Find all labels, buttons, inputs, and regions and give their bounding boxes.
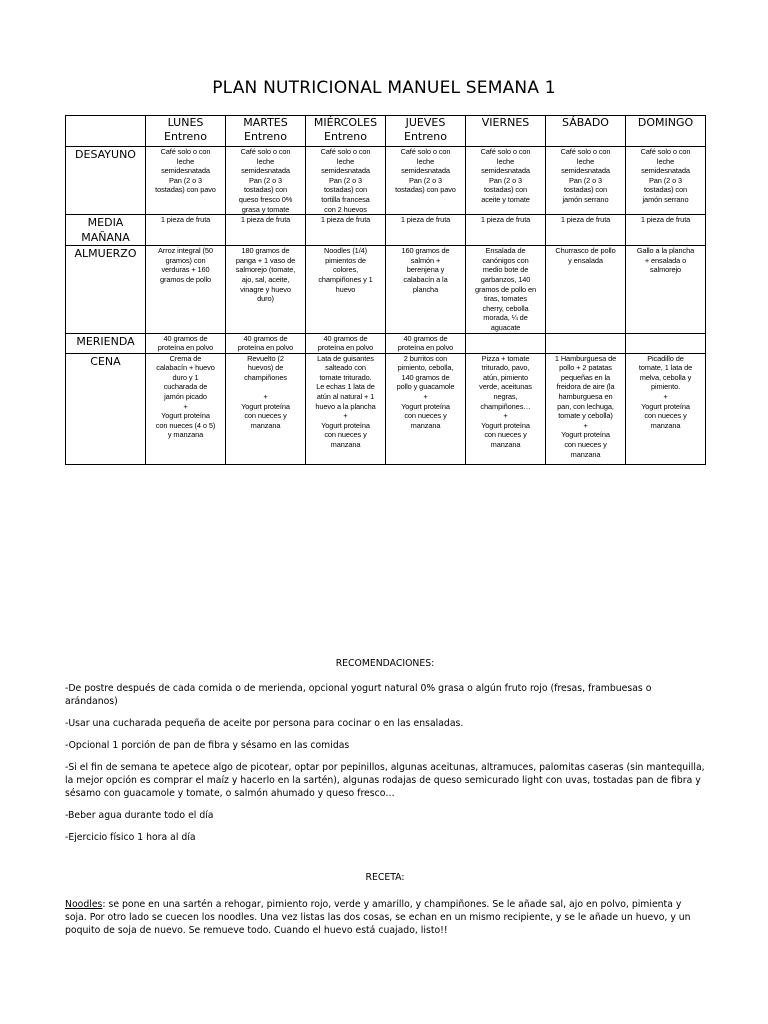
day-header: MIÉRCOLES Entreno [306, 116, 386, 147]
meal-cell: Café solo o con leche semidesnatada Pan (2 o 3 tostadas) con pavo [146, 147, 226, 215]
recipe-paragraph [65, 898, 705, 937]
meal-cell: Picadillo de tomate, 1 lata de melva, cebolla y pimiento. + Yogurt proteína con nueces y manzana [626, 353, 706, 464]
day-header: SÁBADO [546, 116, 626, 147]
day-header: LUNES Entreno [146, 116, 226, 147]
meal-cell: 160 gramos de salmón + berenjena y calabacín a la plancha [386, 246, 466, 333]
recommendation-item: -Ejercicio físico 1 hora al día [65, 832, 196, 843]
recipe-heading: RECETA: [365, 872, 405, 883]
meal-label: MERIENDA [66, 333, 146, 353]
meal-label: DESAYUNO [66, 147, 146, 215]
meal-label: ALMUERZO [66, 246, 146, 333]
corner-cell [66, 116, 146, 147]
meal-cell [626, 333, 706, 353]
meal-cell: Pizza + tomate triturado, pavo, atún, pimiento verde, aceitunas negras, champiñones… + Yogurt proteína con nueces y manzana [466, 353, 546, 464]
meal-cell: 1 pieza de fruta [546, 215, 626, 246]
meal-cell: Lata de guisantes salteado con tomate triturado. Le echas 1 lata de atún al natural + 1 huevo a la plancha + Yogurt proteína con nueces y manzana [306, 353, 386, 464]
recommendations-section [65, 657, 705, 946]
recommendation-item: -Beber agua durante todo el día [65, 810, 214, 821]
meal-cell: 1 Hamburguesa de pollo + 2 patatas pequeñas en la freidora de aire (la hamburguesa en pan, con lechuga, tomate y cebolla) + Yogurt proteína con nueces y manzana [546, 353, 626, 464]
meal-cell [466, 333, 546, 353]
meal-cell: Café solo o con leche semidesnatada Pan (2 o 3 tostadas) con pavo [386, 147, 466, 215]
meal-cell: 40 gramos de proteína en polvo [386, 333, 466, 353]
table-header-row [66, 116, 706, 147]
day-header: VIERNES [466, 116, 546, 147]
meal-cell: 40 gramos de proteína en polvo [306, 333, 386, 353]
meal-cell [546, 333, 626, 353]
recommendation-item: -Si el fin de semana te apetece algo de picotear, optar por pepinillos, algunas aceitunas, altramuces, palomitas caseras (sin mantequilla, la mejor opción es comprar el maíz y hacerlo en la sartén), algunas rodajas de queso semicurado light con uvas, tostadas pan de fibra y sésamo con guacamole y tomate, o salmón ahumado y queso fresco… [65, 762, 705, 799]
meal-cell: 1 pieza de fruta [146, 215, 226, 246]
meal-cell: Ensalada de canónigos con medio bote de garbanzos, 140 gramos de pollo en tiras, tomates cherry, cebolla morada, ¼ de aguacate [466, 246, 546, 333]
meal-cell: Arroz integral (50 gramos) con verduras + 160 gramos de pollo [146, 246, 226, 333]
meal-cell: 180 gramos de panga + 1 vaso de salmorejo (tomate, ajo, sal, aceite, vinagre y huevo duro) [226, 246, 306, 333]
table-row [66, 246, 706, 333]
meal-cell: 1 pieza de fruta [626, 215, 706, 246]
meal-cell: Crema de calabacín + huevo duro y 1 cucharada de jamón picado + Yogurt proteína con nueces (4 o 5) y manzana [146, 353, 226, 464]
meal-cell: Café solo o con leche semidesnatada Pan (2 o 3 tostadas) con aceite y tomate [466, 147, 546, 215]
meal-cell: Noodles (1/4) pimientos de colores, champiñones y 1 huevo [306, 246, 386, 333]
meal-cell: Café solo o con leche semidesnatada Pan (2 o 3 tostadas) con tortilla francesa con 2 huevos [306, 147, 386, 215]
meal-cell: 1 pieza de fruta [386, 215, 466, 246]
meal-cell: Churrasco de pollo y ensalada [546, 246, 626, 333]
day-header: MARTES Entreno [226, 116, 306, 147]
recommendation-item: -De postre después de cada comida o de merienda, opcional yogurt natural 0% grasa o algún fruto rojo (fresas, frambuesas o arándanos) [65, 683, 652, 707]
page-title: PLAN NUTRICIONAL MANUEL SEMANA 1 [212, 78, 556, 98]
meal-label: MEDIA MAÑANA [66, 215, 146, 246]
meal-cell: Gallo a la plancha + ensalada o salmorejo [626, 246, 706, 333]
meal-plan-table [65, 115, 706, 465]
recommendation-item: -Opcional 1 porción de pan de fibra y sésamo en las comidas [65, 740, 350, 751]
recommendation-item: -Usar una cucharada pequeña de aceite por persona para cocinar o en las ensaladas. [65, 718, 464, 729]
meal-cell: 1 pieza de fruta [226, 215, 306, 246]
recommendations-heading: RECOMENDACIONES: [335, 658, 435, 669]
recipe-name: Noodles [65, 899, 103, 910]
table-row [66, 353, 706, 464]
meal-cell: 40 gramos de proteína en polvo [226, 333, 306, 353]
meal-cell: Café solo o con leche semidesnatada Pan (2 o 3 tostadas) con jamón serrano [546, 147, 626, 215]
table-row [66, 215, 706, 246]
meal-label: CENA [66, 353, 146, 464]
meal-cell: Café solo o con leche semidesnatada Pan (2 o 3 tostadas) con queso fresco 0% grasa y tomate [226, 147, 306, 215]
recipe-text: : se pone en una sartén a rehogar, pimiento rojo, verde y amarillo, y champiñones. Se le añade sal, ajo en polvo, pimienta y soja. Por otro lado se cuecen los noodles. Una vez listas las dos cosas, se echan en un mismo recipiente, y se le añade un huevo, y un poquito de soja de nuevo. Se remueve todo. Cuando el huevo está cuajado, listo!! [65, 899, 691, 936]
meal-cell: Revuelto (2 huevos) de champiñones + Yogurt proteína con nueces y manzana [226, 353, 306, 464]
meal-cell: 1 pieza de fruta [466, 215, 546, 246]
meal-cell: 40 gramos de proteína en polvo [146, 333, 226, 353]
meal-cell: 2 burritos con pimiento, cebolla, 140 gramos de pollo y guacamole + Yogurt proteína con nueces y manzana [386, 353, 466, 464]
day-header: JUEVES Entreno [386, 116, 466, 147]
meal-cell: 1 pieza de fruta [306, 215, 386, 246]
table-row [66, 147, 706, 215]
table-row [66, 333, 706, 353]
meal-cell: Café solo o con leche semidesnatada Pan (2 o 3 tostadas) con jamón serrano [626, 147, 706, 215]
day-header: DOMINGO [626, 116, 706, 147]
